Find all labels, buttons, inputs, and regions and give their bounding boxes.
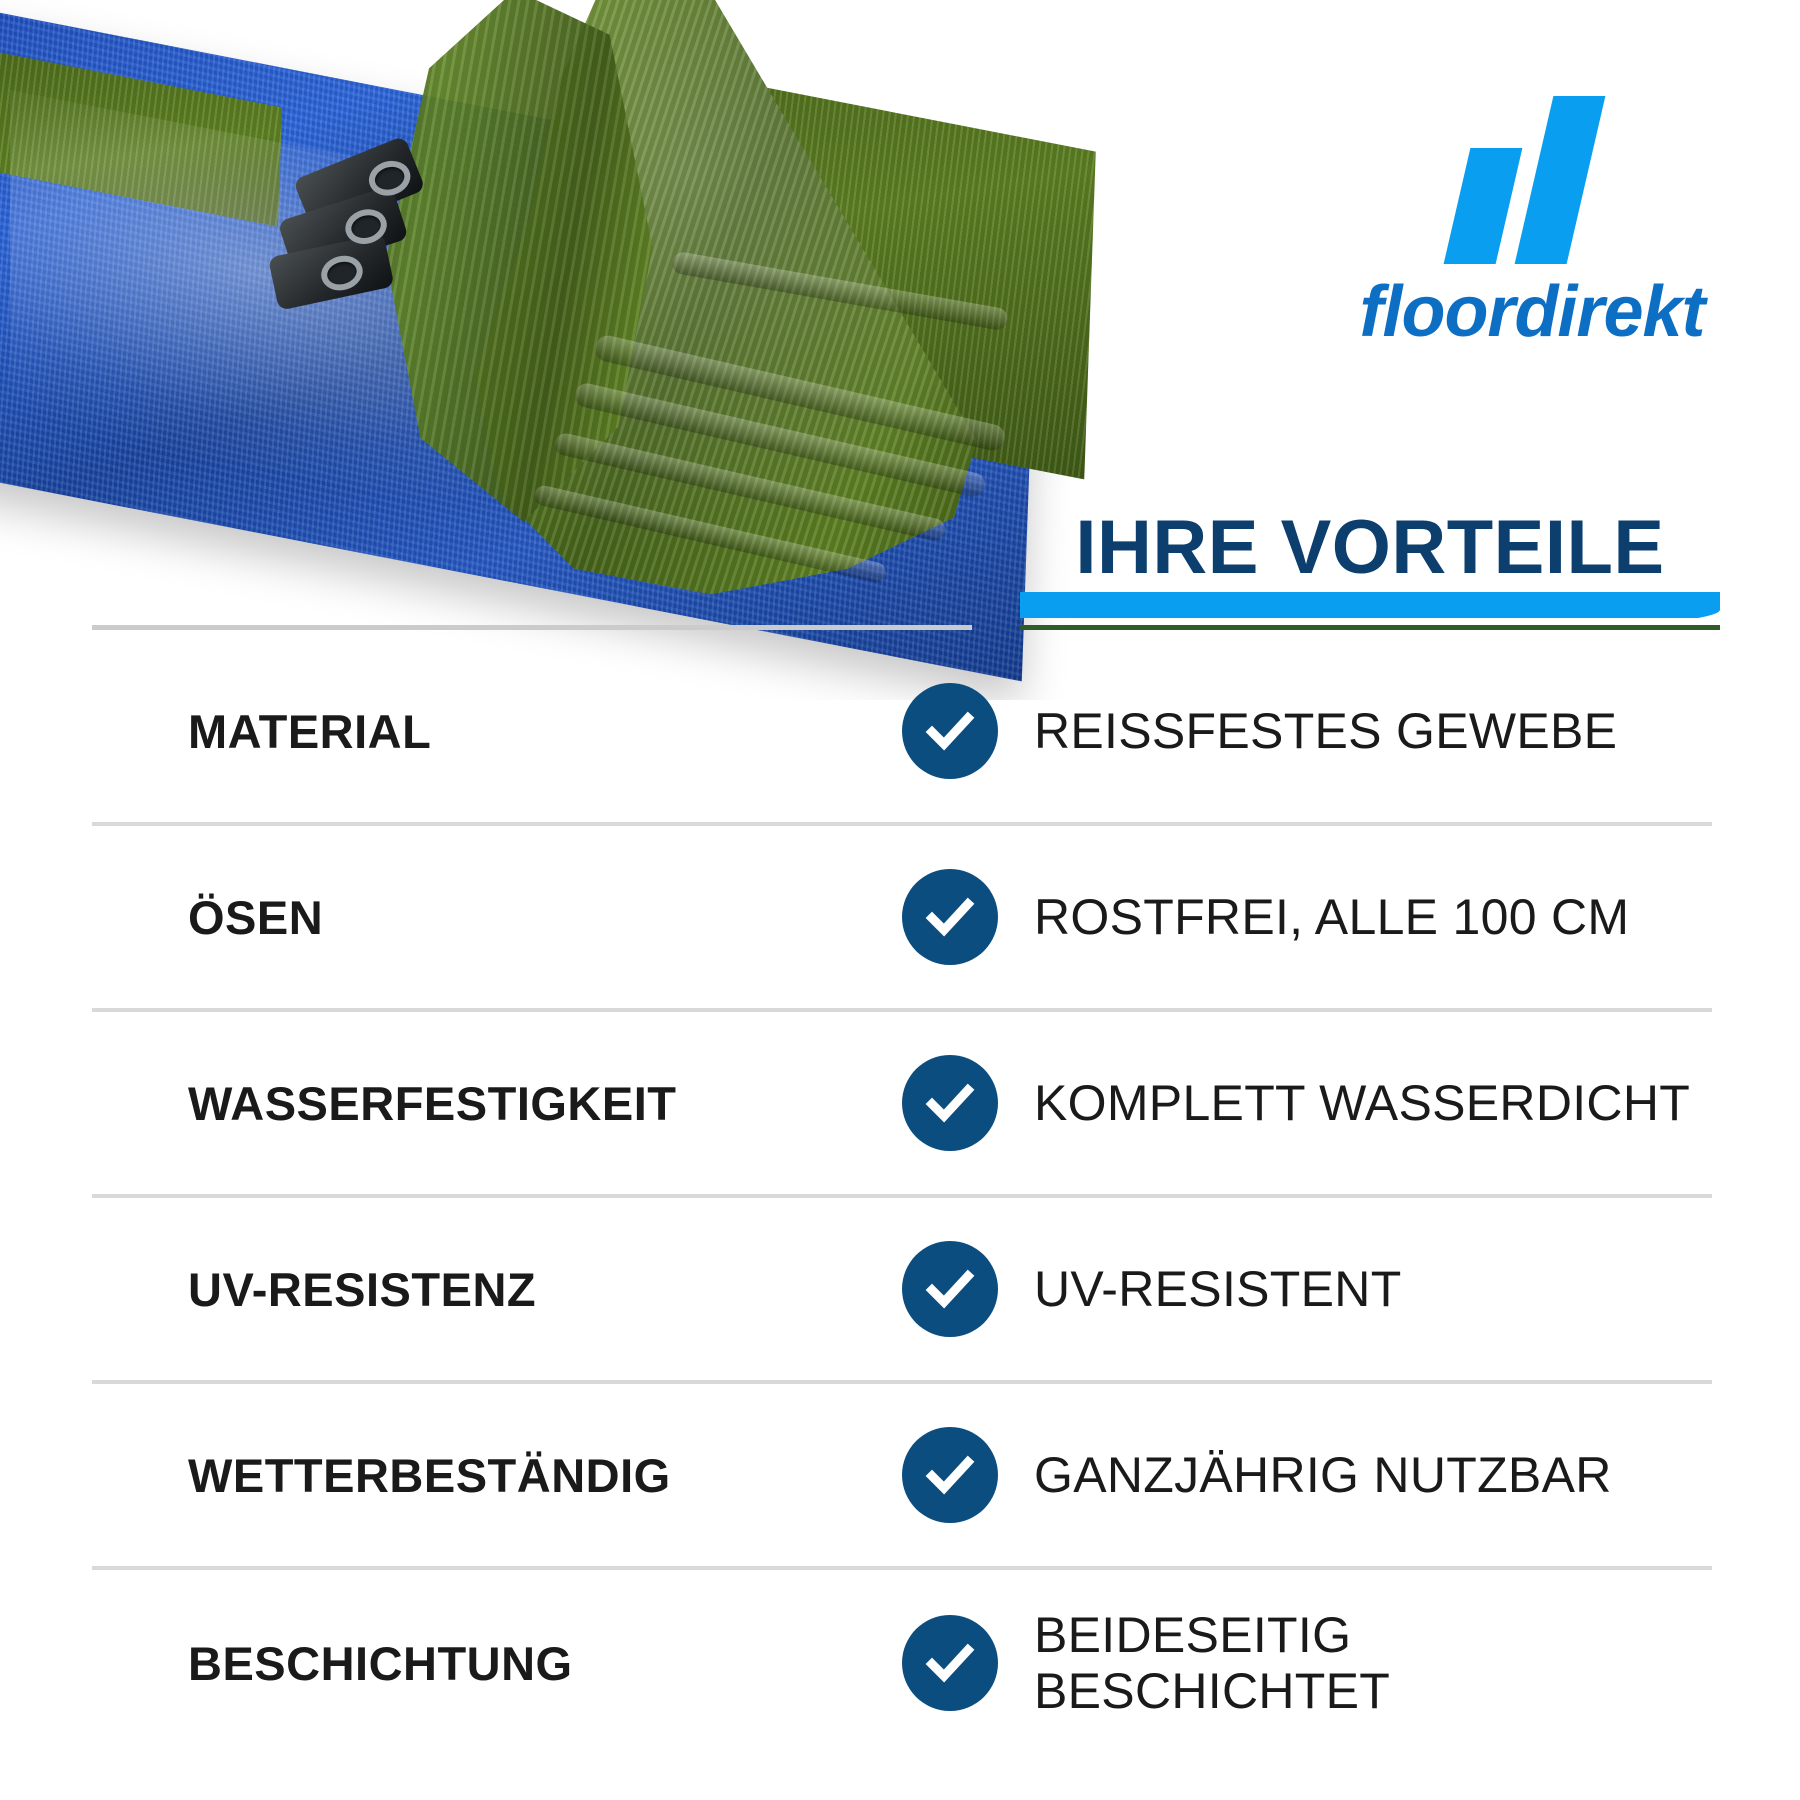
title-underline xyxy=(1020,592,1720,618)
feature-value-group xyxy=(902,1427,1712,1523)
logo-mark-icon xyxy=(1322,96,1742,266)
check-icon xyxy=(902,1615,998,1711)
table-row xyxy=(92,1012,1712,1198)
logo-bar-tall xyxy=(1515,96,1606,264)
feature-value-group xyxy=(902,1607,1712,1719)
feature-value: GANZJÄHRIG NUTZBAR xyxy=(1034,1447,1612,1503)
feature-label: MATERIAL xyxy=(188,704,432,758)
divider-left xyxy=(92,625,972,630)
feature-label: BESCHICHTUNG xyxy=(188,1636,573,1690)
feature-value-group xyxy=(902,1241,1712,1337)
feature-value: ROSTFREI, ALLE 100 CM xyxy=(1034,889,1630,945)
brand-logo xyxy=(1322,96,1742,352)
feature-label: WASSERFESTIGKEIT xyxy=(188,1076,677,1130)
table-row xyxy=(92,826,1712,1012)
feature-value: KOMPLETT WASSERDICHT xyxy=(1034,1075,1691,1131)
feature-value: REISSFESTES GEWEBE xyxy=(1034,703,1618,759)
feature-value: BEIDESEITIG BESCHICHTET xyxy=(1034,1607,1391,1719)
benefits-title-block xyxy=(1020,505,1720,618)
feature-label: ÖSEN xyxy=(188,890,324,944)
check-icon xyxy=(902,1241,998,1337)
check-icon xyxy=(902,1055,998,1151)
table-row xyxy=(92,1198,1712,1384)
page-title: IHRE VORTEILE xyxy=(1075,505,1665,590)
feature-value-group xyxy=(902,683,1712,779)
feature-label: UV-RESISTENZ xyxy=(188,1262,537,1316)
feature-value: UV-RESISTENT xyxy=(1034,1261,1402,1317)
feature-value-group xyxy=(902,869,1712,965)
check-icon xyxy=(902,683,998,779)
brand-wordmark: floordirekt xyxy=(1359,272,1705,352)
feature-label: WETTERBESTÄNDIG xyxy=(188,1448,671,1502)
table-row xyxy=(92,640,1712,826)
table-row xyxy=(92,1384,1712,1570)
feature-value-group xyxy=(902,1055,1712,1151)
table-row xyxy=(92,1570,1712,1756)
check-icon xyxy=(902,1427,998,1523)
divider-right-green xyxy=(1020,625,1720,630)
features-table xyxy=(92,640,1712,1756)
logo-bar-short xyxy=(1444,148,1523,264)
check-icon xyxy=(902,869,998,965)
